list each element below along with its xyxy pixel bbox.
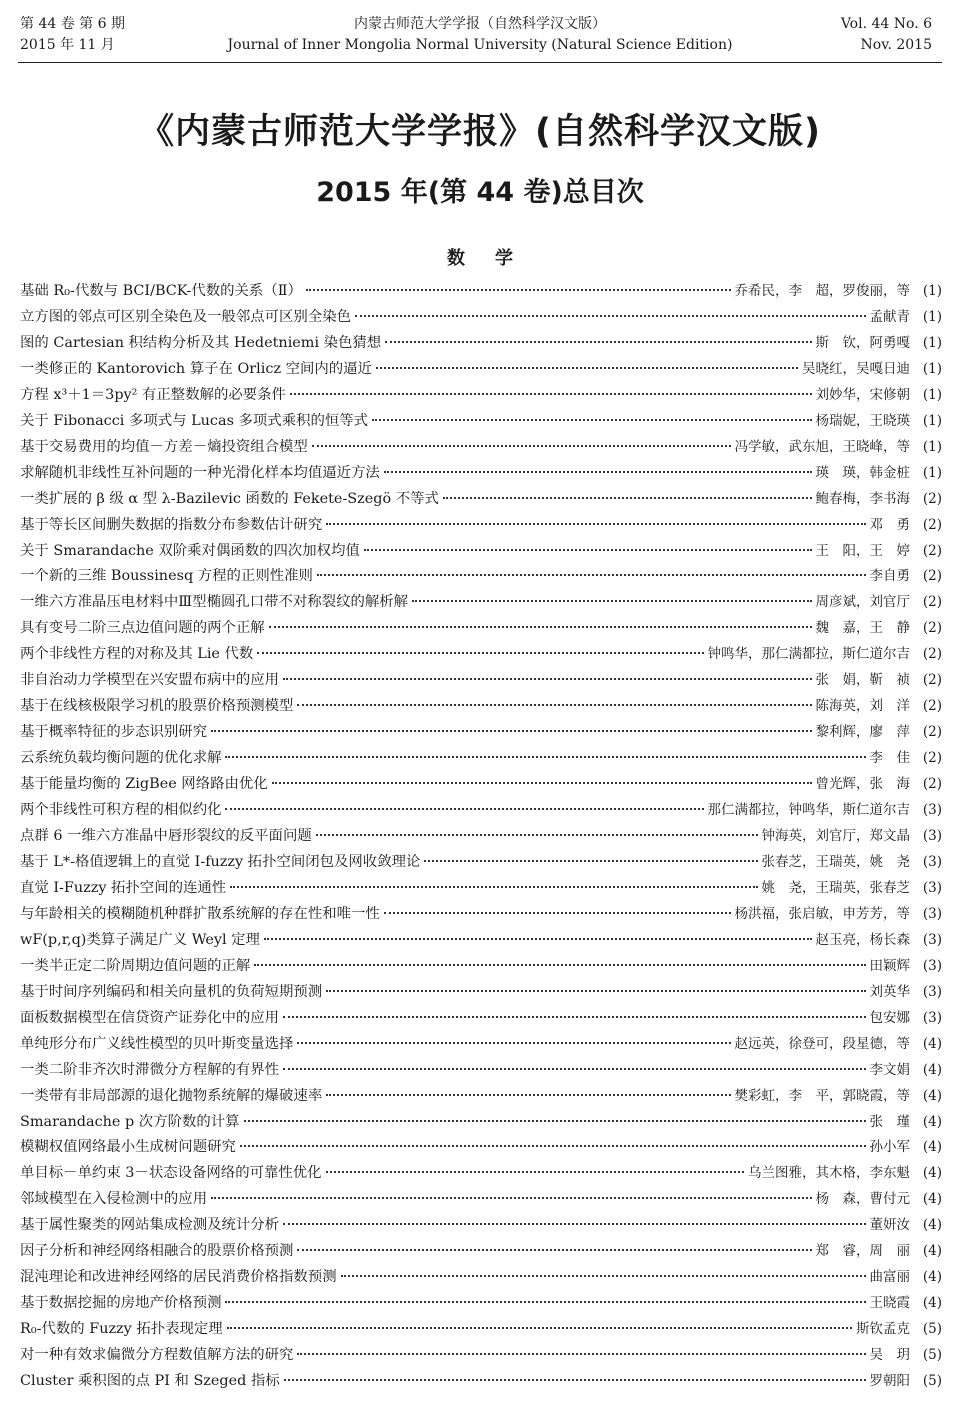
article-title: 两个非线性方程的对称及其 Lie 代数 (20, 646, 254, 663)
leader-dots (272, 782, 812, 784)
toc-entry (20, 1161, 942, 1187)
article-title: 具有变号二阶三点边值问题的两个正解 (20, 620, 265, 637)
leader-dots (211, 1197, 811, 1199)
article-title: 基于 L*-格值逻辑上的直觉 I-fuzzy 拓扑空间闭包及网收敛理论 (20, 853, 421, 870)
issue-number: (1) (922, 464, 942, 481)
issue-number: (3) (922, 1009, 942, 1026)
article-authors: 赵远英，徐登可，段星德，等 (734, 1035, 910, 1052)
leader-dots (230, 886, 757, 888)
article-title: 点群 6 一维六方准晶中唇形裂纹的反平面问题 (20, 828, 312, 845)
issue-number: (2) (922, 698, 942, 715)
article-title: 一类半正定二阶周期边值问题的正解 (20, 957, 251, 974)
article-authors: 吴晓红，吴嘎日迪 (802, 360, 910, 377)
issue-number: (2) (922, 568, 942, 585)
article-authors: 曲富丽 (869, 1269, 910, 1286)
article-authors: 那仁满都拉，钟鸣华，斯仁道尔吉 (707, 802, 910, 819)
leader-dots (443, 497, 812, 499)
leader-dots (424, 860, 757, 862)
article-title: 基于交易费用的均值－方差－熵投资组合模型 (20, 438, 308, 455)
toc-entry (20, 409, 942, 435)
toc-entry (20, 720, 942, 746)
article-authors: 鲍春梅，李书海 (815, 490, 910, 507)
article-authors: 樊彩虹，李 平，郭晓霞，等 (734, 1087, 910, 1104)
date-en: Nov. 2015 (860, 37, 932, 53)
issue-number: (5) (922, 1321, 942, 1338)
leader-dots (385, 341, 811, 343)
toc-entry (20, 902, 942, 928)
leader-dots (211, 730, 811, 732)
toc-entry (20, 772, 942, 798)
issue-number: (1) (922, 308, 942, 325)
issue-number: (3) (922, 853, 942, 870)
issue-number: (2) (922, 516, 942, 533)
article-authors: 刘妙华，宋修朝 (815, 386, 910, 403)
toc-entry (20, 590, 942, 616)
leader-dots (257, 652, 703, 654)
issue-number: (1) (922, 283, 942, 299)
leader-dots (297, 704, 811, 706)
journal-name (180, 14, 780, 56)
article-title: 与年龄相关的模糊随机种群扩散系统解的存在性和唯一性 (20, 905, 380, 922)
issue-number: (2) (922, 776, 942, 793)
leader-dots (269, 626, 812, 628)
issue-number: (2) (922, 542, 942, 559)
issue-number: (4) (922, 1035, 942, 1052)
issue-number: (3) (922, 957, 942, 974)
toc-entry (20, 980, 942, 1006)
article-authors: 钟海英，刘官厅，郑文晶 (761, 828, 910, 845)
article-authors: 孟献青 (869, 308, 910, 325)
toc-entry (20, 1343, 942, 1369)
article-title: 基于数据挖掘的房地产价格预测 (20, 1295, 222, 1312)
leader-dots (290, 393, 812, 395)
article-authors: 曾光辉，张 海 (815, 776, 910, 793)
article-authors: 李自勇 (869, 568, 910, 585)
toc-entry (20, 305, 942, 331)
article-authors: 周彦斌，刘官厅 (815, 594, 910, 611)
toc-entry (20, 1369, 942, 1395)
journal-name-en: Journal of Inner Mongolia Normal University (Natural Science Edition) (227, 37, 733, 53)
article-title: 基于等长区间删失数据的指数分布参数估计研究 (20, 516, 323, 533)
leader-dots (283, 1223, 865, 1225)
leader-dots (227, 1327, 852, 1329)
issue-number: (2) (922, 490, 942, 507)
issue-number: (2) (922, 620, 942, 637)
issue-number: (2) (922, 750, 942, 767)
toc-entry (20, 1317, 942, 1343)
article-title: 直觉 I-Fuzzy 拓扑空间的连通性 (20, 879, 227, 896)
article-authors: 魏 嘉，王 静 (815, 620, 910, 637)
article-title: 方程 x³＋1＝3py² 有正整数解的必要条件 (20, 386, 286, 403)
article-authors: 李 佳 (869, 750, 910, 767)
article-authors: 张 瑾 (869, 1113, 910, 1130)
article-title: 基于时间序列编码和相关向量机的负荷短期预测 (20, 983, 323, 1000)
leader-dots (225, 756, 865, 758)
issue-number: (4) (922, 1191, 942, 1208)
leader-dots (297, 1353, 865, 1355)
leader-dots (326, 523, 865, 525)
leader-dots (306, 289, 731, 291)
toc-entry (20, 564, 942, 590)
article-title: Cluster 乘积图的点 PI 和 Szeged 指标 (20, 1373, 280, 1390)
article-authors: 张春芝，王瑞英，姚 尧 (761, 853, 910, 870)
leader-dots (284, 1379, 866, 1381)
article-authors: 李文娟 (869, 1061, 910, 1078)
article-title: 基于概率特征的步态识别研究 (20, 724, 208, 741)
issue-number: (4) (922, 1295, 942, 1312)
article-authors: 黎利辉，廖 萍 (815, 724, 910, 741)
leader-dots (297, 1249, 811, 1251)
leader-dots (244, 1120, 866, 1122)
article-title: 基于属性聚类的网站集成检测及统计分析 (20, 1217, 280, 1234)
leader-dots (326, 990, 865, 992)
article-title: 一个新的三维 Boussinesq 方程的正则性准则 (20, 568, 313, 585)
toc-entry (20, 1265, 942, 1291)
leader-dots (341, 1275, 866, 1277)
article-title: 混沌理论和改进神经网络的居民消费价格指数预测 (20, 1269, 337, 1286)
issue-number: (4) (922, 1113, 942, 1130)
date-cn: 2015 年 11 月 (20, 37, 115, 53)
article-title: Smarandache p 次方阶数的计算 (20, 1113, 240, 1130)
article-title: 立方图的邻点可区别全染色及一般邻点可区别全染色 (20, 308, 351, 325)
toc-entry (20, 383, 942, 409)
article-authors: 孙小军 (869, 1139, 910, 1156)
issue-number: (3) (922, 879, 942, 896)
leader-dots (376, 367, 798, 369)
article-title: 基础 R₀-代数与 BCI/BCK-代数的关系（Ⅱ） (20, 283, 302, 299)
journal-name-cn: 内蒙古师范大学学报（自然科学汉文版） (354, 16, 606, 32)
leader-dots (317, 574, 866, 576)
toc-entry (20, 1084, 942, 1110)
toc-entry (20, 331, 942, 357)
toc-entry (20, 1110, 942, 1136)
issue-number: (4) (922, 1243, 942, 1260)
article-title: 因子分析和神经网络相融合的股票价格预测 (20, 1243, 294, 1260)
toc-entry (20, 928, 942, 954)
issue-info-english (841, 14, 932, 56)
article-title: R₀-代数的 Fuzzy 拓扑表现定理 (20, 1321, 223, 1338)
issue-number: (3) (922, 828, 942, 845)
article-title: 一类扩展的 β 级 α 型 λ-Bazilevic 函数的 Fekete-Szegö 不等式 (20, 490, 439, 507)
issue-number: (3) (922, 983, 942, 1000)
volume-issue-cn: 第 44 卷 第 6 期 (20, 16, 125, 32)
article-authors: 吴 玥 (869, 1347, 910, 1364)
toc-entry (20, 1032, 942, 1058)
toc-entry (20, 668, 942, 694)
issue-number: (1) (922, 386, 942, 403)
issue-number: (4) (922, 1087, 942, 1104)
article-authors: 赵玉亮，杨长森 (815, 931, 910, 948)
article-authors: 乔希民，李 超，罗俊丽，等 (734, 283, 910, 299)
article-title: 非自治动力学模型在兴安盟布病中的应用 (20, 672, 280, 689)
article-title: 两个非线性可积方程的相似约化 (20, 802, 222, 819)
article-authors: 杨洪福，张启敏，申芳芳，等 (734, 905, 910, 922)
issue-number: (4) (922, 1139, 942, 1156)
issue-number: (2) (922, 724, 942, 741)
article-title: 图的 Cartesian 积结构分析及其 Hedetniemi 染色猜想 (20, 334, 382, 351)
article-title: 面板数据模型在信贷资产证券化中的应用 (20, 1009, 280, 1026)
issue-number: (3) (922, 931, 942, 948)
article-title: 一类二阶非齐次时滞微分方程解的有界性 (20, 1061, 280, 1078)
article-authors: 杨 森，曹付元 (815, 1191, 910, 1208)
toc-entry (20, 1213, 942, 1239)
toc-entry (20, 461, 942, 487)
article-title: 一类带有非局部源的退化抛物系统解的爆破速率 (20, 1087, 323, 1104)
issue-number: (1) (922, 438, 942, 455)
toc-entry (20, 357, 942, 383)
article-authors: 董妍汝 (869, 1217, 910, 1234)
article-authors: 刘英华 (869, 983, 910, 1000)
issue-number: (1) (922, 412, 942, 429)
issue-info-chinese (20, 14, 125, 56)
leader-dots (225, 808, 703, 810)
running-header (0, 0, 960, 62)
article-title: 一类修正的 Kantorovich 算子在 Orlicz 空间内的逼近 (20, 360, 372, 377)
toc-entry (20, 642, 942, 668)
issue-number: (4) (922, 1269, 942, 1286)
article-authors: 包安娜 (869, 1009, 910, 1026)
article-authors: 杨瑞妮，王晓瑛 (815, 412, 910, 429)
issue-number: (4) (922, 1061, 942, 1078)
leader-dots (264, 938, 812, 940)
leader-dots (326, 1094, 730, 1096)
leader-dots (312, 445, 731, 447)
leader-dots (283, 678, 811, 680)
toc-entry (20, 435, 942, 461)
article-authors: 罗朝阳 (869, 1373, 910, 1390)
article-authors: 斯钦孟克 (856, 1321, 910, 1338)
toc-entry (20, 1058, 942, 1084)
toc-entry (20, 694, 942, 720)
table-of-contents (20, 279, 942, 1395)
leader-dots (225, 1301, 865, 1303)
article-title: 对一种有效求偏微分方程数值解方法的研究 (20, 1347, 294, 1364)
leader-dots (283, 1068, 865, 1070)
toc-entry (20, 876, 942, 902)
article-title: 求解随机非线性互补问题的一种光滑化样本均值逼近方法 (20, 464, 380, 481)
volume-issue-en: Vol. 44 No. 6 (840, 16, 932, 32)
issue-number: (1) (922, 334, 942, 351)
issue-number: (3) (922, 802, 942, 819)
issue-number: (1) (922, 360, 942, 377)
toc-entry (20, 746, 942, 772)
toc-entry (20, 1135, 942, 1161)
article-title: 云系统负载均衡问题的优化求解 (20, 750, 222, 767)
article-title: 模糊权值网络最小生成树问题研究 (20, 1139, 236, 1156)
leader-dots (384, 912, 731, 914)
article-authors: 邓 勇 (869, 516, 910, 533)
toc-entry (20, 954, 942, 980)
issue-number: (4) (922, 1165, 942, 1182)
page-subtitle: 2015 年(第 44 卷)总目次 (316, 177, 644, 208)
article-authors: 冯学敏，武东旭，王晓峰，等 (734, 438, 910, 455)
article-title: 单纯形分布广义线性模型的贝叶斯变量选择 (20, 1035, 294, 1052)
header-rule (18, 62, 942, 63)
toc-entry (20, 1291, 942, 1317)
issue-number: (4) (922, 1217, 942, 1234)
article-authors: 瑛 瑛，韩金桩 (815, 464, 910, 481)
article-authors: 王晓霞 (869, 1295, 910, 1312)
toc-entry (20, 1187, 942, 1213)
leader-dots (254, 964, 865, 966)
issue-number: (2) (922, 646, 942, 663)
leader-dots (240, 1145, 866, 1147)
page-title: 《内蒙古师范大学学报》(自然科学汉文版) (139, 112, 821, 152)
article-authors: 郑 睿，周 丽 (815, 1243, 910, 1260)
leader-dots (384, 471, 812, 473)
article-authors: 王 阳，王 婷 (815, 542, 910, 559)
issue-number: (5) (922, 1347, 942, 1364)
toc-entry (20, 539, 942, 565)
article-authors: 陈海英，刘 洋 (815, 698, 910, 715)
leader-dots (412, 600, 811, 602)
section-heading: 数学 (447, 248, 543, 269)
article-title: 一维六方准晶压电材料中Ⅲ型椭圆孔口带不对称裂纹的解析解 (20, 594, 409, 611)
article-title: 邻域模型在入侵检测中的应用 (20, 1191, 208, 1208)
leader-dots (326, 1171, 744, 1173)
leader-dots (355, 315, 866, 317)
issue-number: (2) (922, 594, 942, 611)
toc-entry (20, 279, 942, 305)
issue-number: (2) (922, 672, 942, 689)
toc-entry (20, 850, 942, 876)
article-authors: 田颖辉 (869, 957, 910, 974)
toc-entry (20, 1239, 942, 1265)
leader-dots (372, 419, 811, 421)
article-title: wF(p,r,q)类算子满足广义 Weyl 定理 (20, 931, 260, 948)
article-authors: 张 娟，靳 祯 (815, 672, 910, 689)
article-authors: 斯 钦，阿勇嘎 (815, 334, 910, 351)
toc-entry (20, 487, 942, 513)
issue-number: (5) (922, 1373, 942, 1390)
article-title: 单目标－单约束 3－状态设备网络的可靠性优化 (20, 1165, 322, 1182)
leader-dots (316, 834, 758, 836)
toc-entry (20, 824, 942, 850)
toc-entry (20, 1006, 942, 1032)
toc-entry (20, 616, 942, 642)
toc-entry (20, 798, 942, 824)
article-authors: 姚 尧，王瑞英，张春芝 (761, 879, 910, 896)
leader-dots (297, 1042, 730, 1044)
leader-dots (283, 1016, 865, 1018)
article-title: 基于能量均衡的 ZigBee 网络路由优化 (20, 776, 268, 793)
article-title: 关于 Fibonacci 多项式与 Lucas 多项式乘积的恒等式 (20, 412, 369, 429)
article-authors: 钟鸣华，那仁满都拉，斯仁道尔吉 (707, 646, 910, 663)
leader-dots (364, 549, 812, 551)
article-title: 关于 Smarandache 双阶乘对偶函数的四次加权均值 (20, 542, 360, 559)
article-title: 基于在线核极限学习机的股票价格预测模型 (20, 698, 294, 715)
toc-entry (20, 513, 942, 539)
article-authors: 乌兰图雅，其木格，李东魁 (748, 1165, 910, 1182)
issue-number: (3) (922, 905, 942, 922)
